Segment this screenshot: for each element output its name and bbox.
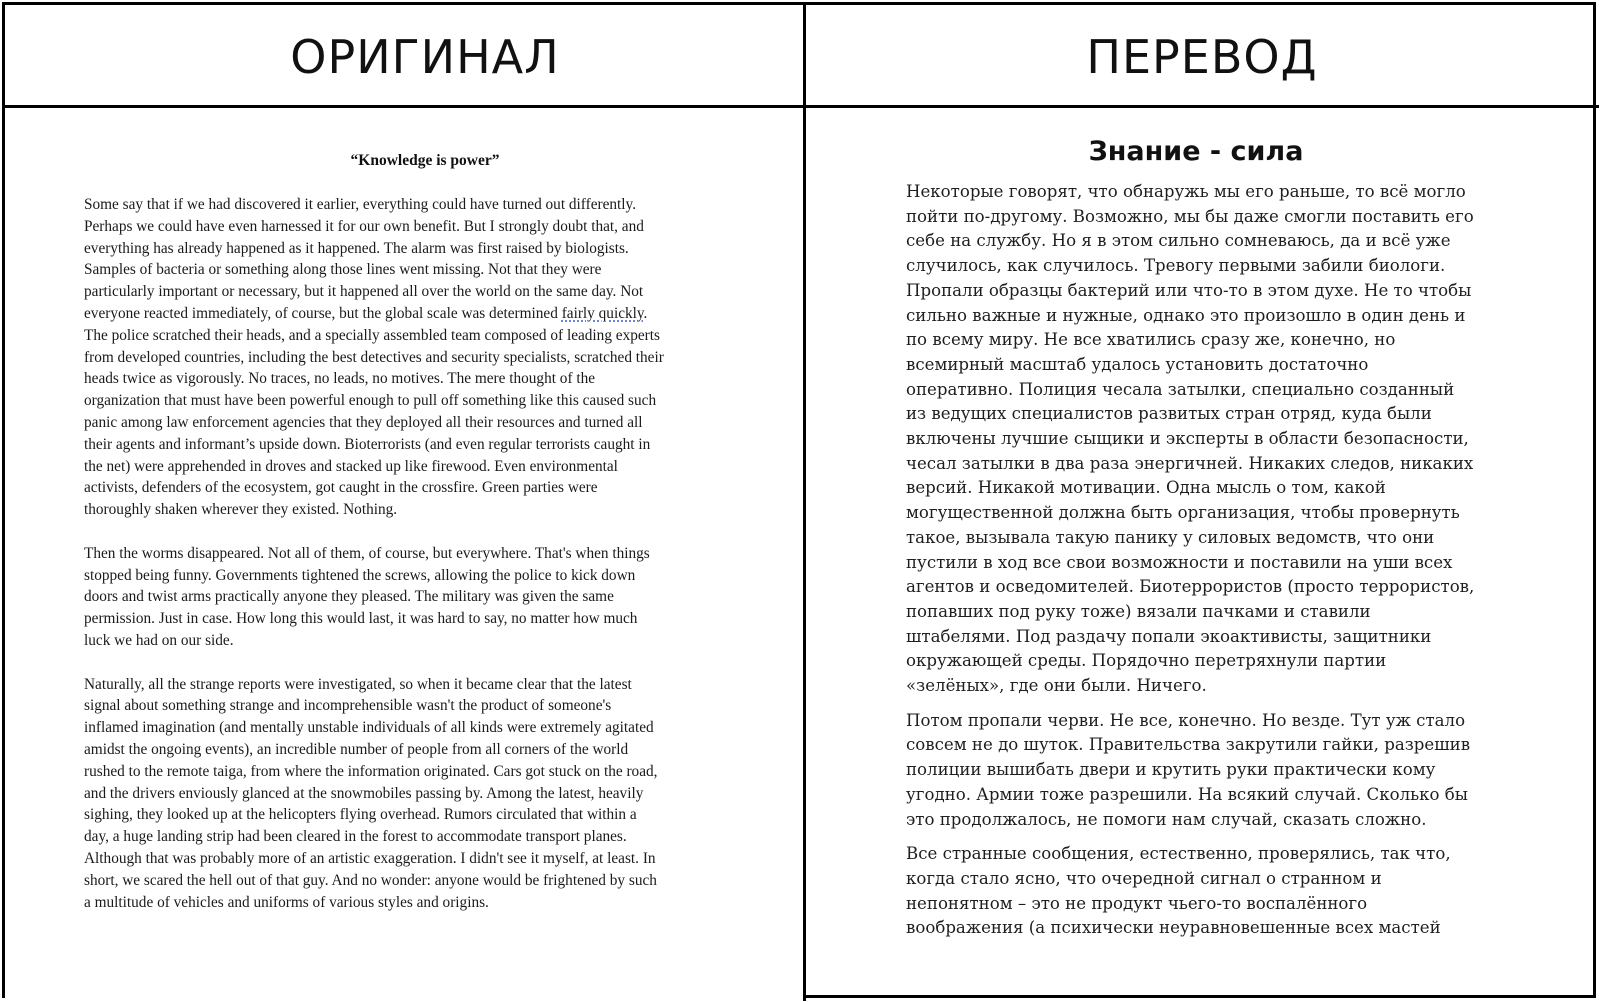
original-line: short, we scared the hell out of that guy. And no wonder: anyone would be frightened by such xyxy=(84,871,657,889)
translation-line: по всему миру. Не все хватились сразу же, конечно, но xyxy=(906,330,1396,350)
translation-title: Знание - сила xyxy=(1088,136,1304,167)
original-line: Then the worms disappeared. Not all of them, of course, but everywhere. That's when things xyxy=(84,544,650,562)
translation-line: случилось, как случилось. Тревогу первыми забили биологи. xyxy=(906,256,1446,276)
translation-line: могущественной должна быть организация, чтобы провернуть xyxy=(906,503,1460,523)
translation-line: Все странные сообщения, естественно, проверялись, так что, xyxy=(906,844,1451,864)
translation-line: агентов и осведомителей. Биотеррористов (просто террористов, xyxy=(906,577,1475,597)
original-line: doors and twist arms practically anyone they pleased. The military was given the same xyxy=(84,588,614,606)
original-line: The police scratched their heads, and a specially assembled team composed of leading experts xyxy=(84,326,660,344)
translation-paragraph xyxy=(906,842,1506,941)
translation-paragraph xyxy=(906,180,1506,699)
translation-line: совсем не до шуток. Правительства закрутили гайки, разрешив xyxy=(906,735,1471,755)
translation-line: полиции вышибать двери и крутить руки практически кому xyxy=(906,760,1436,780)
translation-line: включены лучшие сыщики и эксперты в области безопасности, xyxy=(906,429,1469,449)
original-line: Naturally, all the strange reports were investigated, so when it became clear that the latest xyxy=(84,675,632,693)
translation-line: себе на службу. Но я в этом сильно сомневаюсь, да и всё уже xyxy=(906,231,1451,251)
original-line: day, a huge landing strip had been cleared in the forest to accommodate transport planes. xyxy=(84,828,627,846)
original-line: Although that was probably more of an artistic exaggeration. I didn't see it myself, at least. In xyxy=(84,849,656,867)
original-line: rushed to the remote taiga, from where the information originated. Cars got stuck on the road, xyxy=(84,762,658,780)
original-paragraph xyxy=(84,674,734,914)
original-line: inflamed imagination (and mentally unstable individuals of all kinds were extremely agitated xyxy=(84,719,654,737)
original-line: everyone reacted immediately, of course, but the global scale was determined fairly quickly. xyxy=(84,304,648,322)
translation-body xyxy=(906,180,1506,951)
original-body xyxy=(84,194,734,935)
spellcheck-underline: fairly quickly xyxy=(561,304,644,322)
translation-line: чесал затылки в два раза энергичней. Никаких следов, никаких xyxy=(906,453,1474,473)
translation-line: версий. Никакой мотивации. Одна мысль о том, какой xyxy=(906,478,1386,498)
original-line: permission. Just in case. How long this would last, it was hard to say, no matter how much xyxy=(84,610,638,628)
original-line: amidst the ongoing events), an incredible number of people from all corners of the world xyxy=(84,740,629,758)
translation-header: ПЕРЕВОД xyxy=(1086,30,1318,84)
translation-document xyxy=(806,108,1599,1001)
original-title: “Knowledge is power” xyxy=(350,152,500,169)
translation-line: пустили в ход все свои возможности и поставили на уши всех xyxy=(906,552,1453,572)
original-line: signal about something strange and incomprehensible wasn't the product of someone's xyxy=(84,697,612,715)
translation-line: такое, вызывала такую панику у силовых ведомств, что они xyxy=(906,527,1435,547)
translation-line: непонятном – это не продукт чьего-то воспалённого xyxy=(906,893,1368,913)
translation-paragraph xyxy=(906,709,1506,833)
translation-line: попавших под руку тоже) вязали пачками и ставили xyxy=(906,601,1371,621)
translation-line: окружающей среды. Порядочно перетряхнули партии xyxy=(906,651,1387,671)
original-line: stopped being funny. Governments tightened the screws, allowing the police to kick down xyxy=(84,566,636,584)
translation-line: «зелёных», где они были. Ничего. xyxy=(906,676,1207,696)
translation-line: Пропали образцы бактерий или что-то в этом духе. Не то чтобы xyxy=(906,280,1472,300)
translation-line: штабелями. Под раздачу попали экоактивисты, защитники xyxy=(906,626,1432,646)
original-document xyxy=(5,108,803,1001)
translation-line: сильно важные и нужные, однако это произошло в один день и xyxy=(906,305,1466,325)
translation-line: пойти по-другому. Возможно, мы бы даже смогли поставить его xyxy=(906,206,1474,226)
original-line: particularly important or necessary, but it happened all over the world on the same day. Not xyxy=(84,283,644,301)
original-line: a multitude of vehicles and uniforms of various styles and origins. xyxy=(84,893,489,911)
original-line: Perhaps we could have even harnessed it for our own benefit. But I strongly doubt that, and xyxy=(84,217,644,235)
original-line: thoroughly shaken wherever they existed. Nothing. xyxy=(84,501,398,519)
original-line: Some say that if we had discovered it earlier, everything could have turned out differently. xyxy=(84,196,637,213)
translation-line: это продолжалось, не помоги нам случай, сказать сложно. xyxy=(906,809,1427,829)
translation-line: оперативно. Полиция чесала затылки, специально созданный xyxy=(906,379,1455,399)
original-line: organization that must have been powerful enough to pull off something like this caused such xyxy=(84,392,657,410)
original-line: and the drivers enviously glanced at the snowmobiles passing by. Among the latest, heavily xyxy=(84,784,644,802)
comparison-frame xyxy=(2,2,1596,998)
original-paragraph xyxy=(84,194,734,521)
original-line: from developed countries, including the best detectives and security specialists, scratched their xyxy=(84,348,664,366)
original-line: their agents and informant’s upside down. Bioterrorists (and even regular terrorists caught in xyxy=(84,435,651,453)
original-header: ОРИГИНАЛ xyxy=(290,30,560,84)
translation-line: Некоторые говорят, что обнаружь мы его раньше, то всё могло xyxy=(906,182,1466,201)
original-line: luck we had on our side. xyxy=(84,631,234,649)
translation-line: воображения (а психически неуравновешенные всех мастей xyxy=(906,918,1441,938)
translation-line: угодно. Армии тоже разрешили. На всякий случай. Сколько бы xyxy=(906,784,1468,804)
translation-line: Потом пропали черви. Не все, конечно. Но везде. Тут уж стало xyxy=(906,710,1466,730)
original-line: panic among law enforcement agencies that they deployed all their resources and turned all xyxy=(84,413,643,431)
original-line: activists, defenders of the ecosystem, got caught in the crossfire. Green parties were xyxy=(84,479,598,497)
original-line: heads twice as vigorously. No traces, no leads, no motives. The mere thought of the xyxy=(84,370,596,388)
translation-line: когда стало ясно, что очередной сигнал о странном и xyxy=(906,868,1382,888)
translation-line: всемирный масштаб удалось установить достаточно xyxy=(906,354,1369,374)
original-line: Samples of bacteria or something along those lines went missing. Not that they were xyxy=(84,261,602,279)
original-line: everything has already happened as it happened. The alarm was first raised by biologists. xyxy=(84,239,629,257)
original-line: the net) were apprehended in droves and stacked up like firewood. Even environmental xyxy=(84,457,618,475)
translation-line: из ведущих специалистов развитых стран отряд, куда были xyxy=(906,404,1432,424)
original-paragraph xyxy=(84,543,734,652)
original-line: sighing, they looked up at the helicopters flying overhead. Rumors circulated that within a xyxy=(84,806,637,824)
